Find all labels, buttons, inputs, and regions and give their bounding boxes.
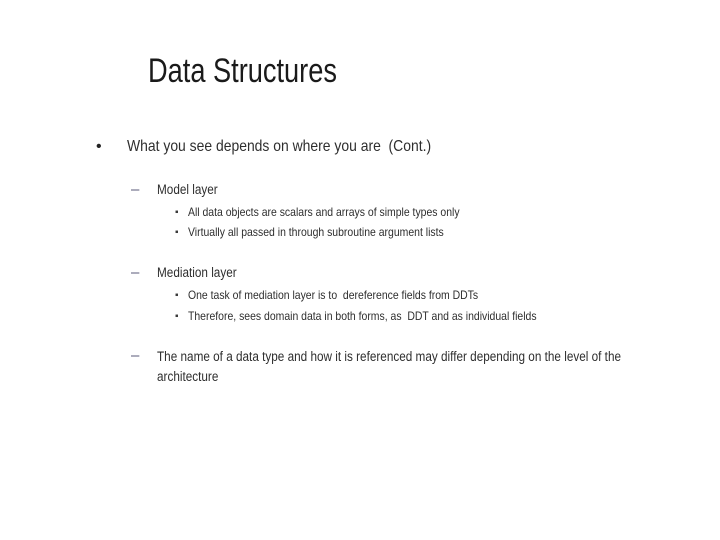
section-mediation-layer-row (131, 264, 249, 282)
bullet-line: architecture (157, 369, 219, 384)
wrapped-bullet-lines (157, 347, 690, 387)
item-text: One task of mediation layer is to dereference fields from DDTs (188, 288, 479, 302)
section-title: Mediation layer (157, 265, 237, 280)
model-layer-item-row (175, 223, 482, 241)
section-title: Model layer (157, 182, 218, 197)
main-bullet-row (96, 137, 477, 157)
round-bullet-icon: • (96, 138, 102, 155)
square-bullet-icon: ▪ (175, 227, 179, 238)
mediation-layer-item-row (175, 307, 589, 325)
section-model-layer-row (131, 181, 227, 199)
section-name-differs-row (131, 347, 690, 387)
model-layer-item-row (175, 203, 500, 221)
bullet-line: The name of a data type and how it is referenced may differ depending on the level of the (157, 349, 622, 364)
dash-bullet-icon: – (131, 181, 140, 198)
slide-title: Data Structures (148, 52, 337, 90)
item-text: Therefore, sees domain data in both forms, as DDT and as individual fields (188, 309, 537, 323)
dash-bullet-icon: – (131, 264, 140, 281)
square-bullet-icon: ▪ (175, 290, 179, 301)
square-bullet-icon: ▪ (175, 207, 179, 218)
item-text: Virtually all passed in through subroutine argument lists (188, 225, 444, 239)
dash-bullet-icon: – (131, 347, 140, 364)
mediation-layer-item-row (175, 286, 521, 304)
main-bullet-text: What you see depends on where you are (Cont.) (127, 138, 432, 155)
item-text: All data objects are scalars and arrays of simple types only (188, 205, 460, 219)
square-bullet-icon: ▪ (175, 311, 179, 322)
